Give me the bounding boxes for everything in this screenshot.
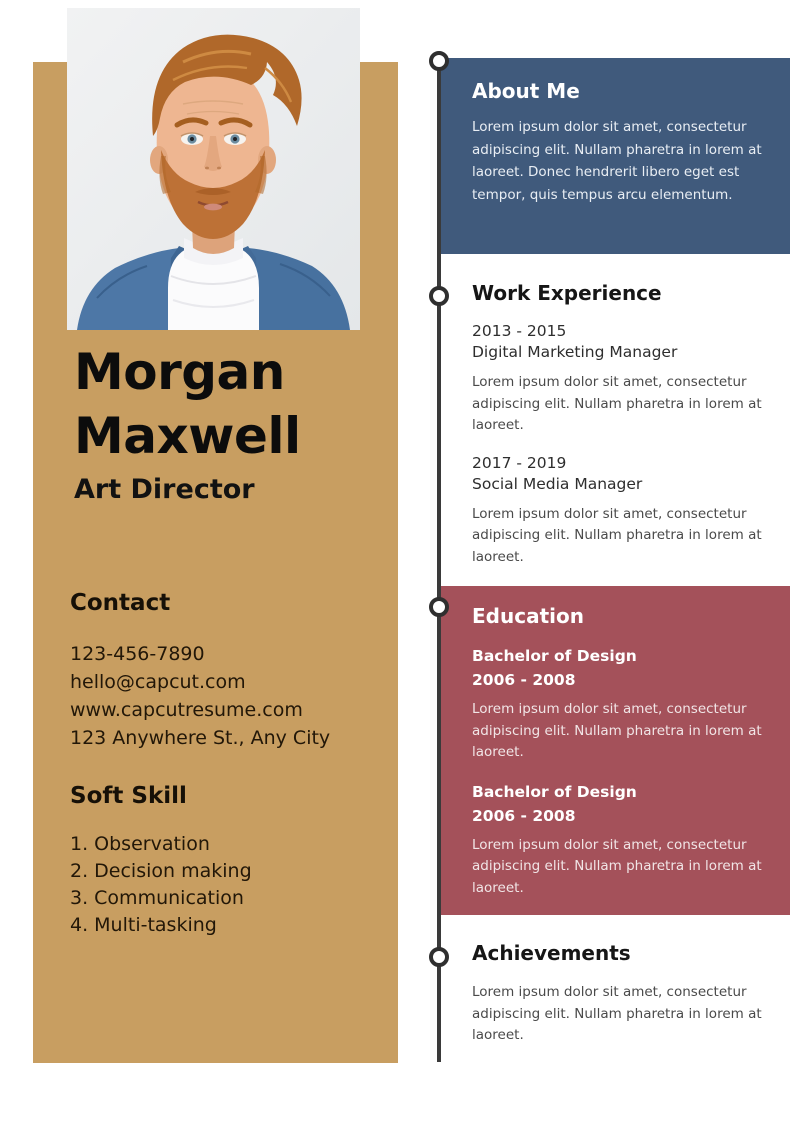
education-dates: 2006 - 2008 [472, 671, 576, 689]
portrait-image [67, 8, 360, 330]
education-degree: Bachelor of Design [472, 647, 637, 665]
education-description: Lorem ipsum dolor sit amet, consectetur adipiscing elit. Nullam pharetra in lorem at laoreet. [472, 836, 762, 896]
timeline-dot-achievements [429, 947, 449, 967]
skill-item: 1. Observation [70, 833, 210, 855]
job-entry [472, 453, 790, 569]
about-me-section [441, 58, 790, 254]
job-role: Social Media Manager [472, 474, 643, 493]
job-dates: 2017 - 2019 [472, 453, 567, 472]
job-entry [472, 321, 790, 437]
timeline-dot-about [429, 51, 449, 71]
achievements-heading: Achievements [472, 941, 631, 965]
name-first: Morgan [74, 343, 285, 401]
soft-skill-list [70, 831, 370, 939]
soft-skill-section [70, 783, 370, 939]
work-experience-heading: Work Experience [472, 281, 662, 305]
timeline-dot-education [429, 597, 449, 617]
education-section [441, 586, 790, 915]
profile-photo [67, 8, 360, 330]
achievements-section [472, 941, 790, 1047]
job-description: Lorem ipsum dolor sit amet, consectetur adipiscing elit. Nullam pharetra in lorem at laoreet. [472, 374, 762, 433]
contact-list [70, 640, 370, 752]
timeline-dot-work [429, 286, 449, 306]
job-dates: 2013 - 2015 [472, 322, 567, 340]
job-role: Digital Marketing Manager [472, 343, 678, 361]
about-me-heading: About Me [472, 79, 580, 103]
achievements-body: Lorem ipsum dolor sit amet, consectetur adipiscing elit. Nullam pharetra in lorem at laoreet. [472, 984, 762, 1043]
about-me-body: Lorem ipsum dolor sit amet, consectetur adipiscing elit. Nullam pharetra in lorem at laoreet. Donec hendrerit libero eget est tempor, quis tempus arcu elementum. [472, 119, 762, 203]
skill-item: 3. Communication [70, 887, 244, 909]
contact-heading: Contact [70, 590, 171, 616]
education-dates: 2006 - 2008 [472, 806, 576, 825]
skill-item: 2. Decision making [70, 860, 252, 882]
contact-email: hello@capcut.com [70, 671, 246, 693]
name-block [74, 340, 301, 505]
job-title: Art Director [74, 474, 255, 505]
contact-section [70, 590, 370, 752]
name-last: Maxwell [74, 407, 301, 465]
soft-skill-heading: Soft Skill [70, 783, 187, 809]
education-degree: Bachelor of Design [472, 782, 637, 801]
education-entry [472, 780, 772, 900]
contact-address: 123 Anywhere St., Any City [70, 727, 331, 749]
contact-website: www.capcutresume.com [70, 699, 303, 721]
education-heading: Education [472, 604, 584, 628]
education-entry [472, 644, 772, 764]
job-description: Lorem ipsum dolor sit amet, consectetur adipiscing elit. Nullam pharetra in lorem at laoreet. [472, 505, 762, 565]
education-description: Lorem ipsum dolor sit amet, consectetur adipiscing elit. Nullam pharetra in lorem at laoreet. [472, 701, 762, 760]
contact-phone: 123-456-7890 [70, 643, 205, 665]
skill-item: 4. Multi-tasking [70, 914, 217, 936]
work-experience-section [472, 281, 790, 568]
